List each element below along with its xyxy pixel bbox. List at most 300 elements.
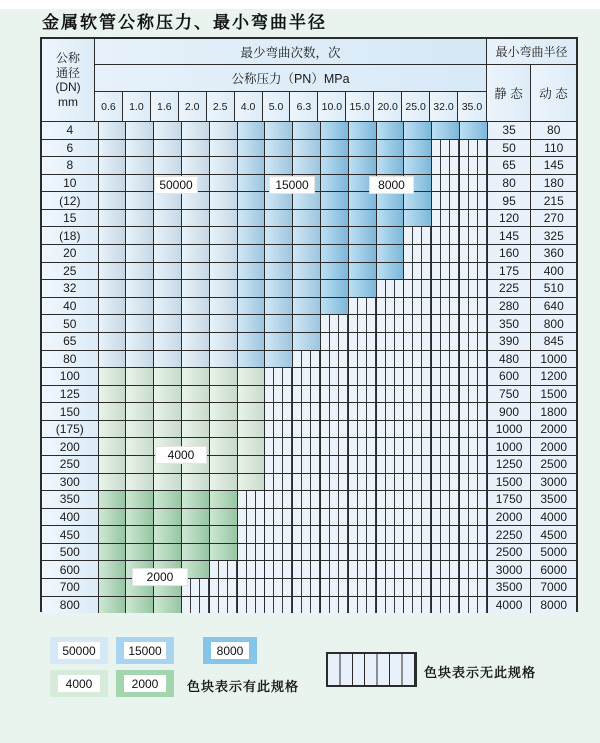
spec-cell-g2 (99, 597, 127, 614)
dynamic-radius-cell: 1800 (531, 403, 576, 420)
no-spec-cell (404, 386, 432, 403)
no-spec-cell (265, 456, 293, 473)
legend-label: 50000 (58, 642, 100, 659)
spec-cell-g4 (154, 386, 182, 403)
spec-cell-b50 (210, 315, 238, 332)
no-spec-cell (404, 526, 432, 543)
spec-cell-b50 (154, 122, 182, 139)
no-spec-cell (265, 544, 293, 561)
static-radius-cell: 900 (488, 403, 532, 420)
spec-cell-b50 (99, 227, 127, 244)
spec-cell-g4 (126, 368, 154, 385)
dn-cell: 400 (42, 509, 99, 526)
dynamic-radius-cell: 6000 (531, 561, 576, 578)
no-spec-cell (460, 333, 488, 350)
spec-cell-b15 (238, 280, 266, 297)
no-spec-cell (349, 474, 377, 491)
dn-cell: 6 (42, 140, 99, 157)
legend-box-50000 (50, 637, 108, 664)
spec-cell-b15 (265, 140, 293, 157)
no-spec-cell (349, 526, 377, 543)
no-spec-cell (210, 561, 238, 578)
spec-cell-b8 (321, 122, 349, 139)
no-spec-cell (182, 597, 210, 614)
no-spec-cell (293, 509, 321, 526)
table-row (42, 280, 576, 298)
spec-cell-b8 (349, 192, 377, 209)
no-spec-cell (460, 421, 488, 438)
no-spec-cell (293, 368, 321, 385)
no-spec-cell (321, 403, 349, 420)
legend-label: 2000 (124, 675, 166, 692)
spec-cell-g4 (238, 438, 266, 455)
no-spec-cell (210, 597, 238, 614)
no-spec-cell (265, 474, 293, 491)
no-spec-cell (432, 474, 460, 491)
no-spec-cell (404, 544, 432, 561)
static-radius-cell: 120 (488, 210, 532, 227)
static-radius-cell: 750 (488, 386, 532, 403)
static-radius-cell: 145 (488, 227, 532, 244)
no-spec-cell (321, 333, 349, 350)
spec-cell-g4 (238, 474, 266, 491)
static-radius-cell: 160 (488, 245, 532, 262)
no-spec-cell (404, 456, 432, 473)
spec-cell-b8 (349, 157, 377, 174)
spec-cell-b8 (377, 210, 405, 227)
no-spec-cell (265, 491, 293, 508)
no-spec-cell (432, 333, 460, 350)
no-spec-cell (265, 421, 293, 438)
spec-cell-b50 (99, 140, 127, 157)
table-row (42, 263, 576, 281)
dynamic-radius-cell: 7000 (531, 579, 576, 596)
no-spec-cell (377, 403, 405, 420)
no-spec-cell (460, 298, 488, 315)
no-spec-cell (265, 597, 293, 614)
spec-cell-b8 (404, 140, 432, 157)
no-spec-cell (321, 509, 349, 526)
dn-cell: 32 (42, 280, 99, 297)
no-spec-cell (349, 597, 377, 614)
spec-cell-g4 (182, 403, 210, 420)
spec-cell-b15 (238, 315, 266, 332)
no-spec-cell (265, 561, 293, 578)
static-radius-cell: 50 (488, 140, 532, 157)
spec-cell-g2 (154, 491, 182, 508)
spec-cell-b50 (126, 210, 154, 227)
spec-cell-b8 (377, 157, 405, 174)
no-spec-cell (265, 438, 293, 455)
dynamic-radius-cell: 145 (531, 157, 576, 174)
pressure-column-header: 6.3 (290, 92, 318, 121)
static-radius-cell: 80 (488, 175, 532, 192)
legend-no-spec-swatch (326, 652, 417, 687)
spec-cell-g2 (126, 509, 154, 526)
no-spec-cell (321, 474, 349, 491)
spec-cell-b50 (210, 140, 238, 157)
spec-cell-b50 (182, 210, 210, 227)
spec-cell-b8 (404, 157, 432, 174)
no-spec-cell (432, 298, 460, 315)
spec-cell-b15 (293, 227, 321, 244)
spec-cell-g4 (99, 456, 127, 473)
spec-cell-b8 (321, 192, 349, 209)
table-row (42, 351, 576, 369)
spec-cell-g2 (210, 544, 238, 561)
no-spec-cell (349, 298, 377, 315)
no-spec-cell (460, 210, 488, 227)
spec-cell-b15 (293, 210, 321, 227)
static-radius-cell: 350 (488, 315, 532, 332)
no-spec-cell (349, 386, 377, 403)
spec-cell-b50 (154, 245, 182, 262)
spec-cell-b15 (238, 351, 266, 368)
no-spec-cell (265, 403, 293, 420)
legend-box-15000 (116, 637, 174, 664)
no-spec-cell (432, 210, 460, 227)
table-row (42, 315, 576, 333)
static-radius-cell: 35 (488, 122, 532, 139)
dn-header-line: mm (58, 94, 78, 109)
no-spec-cell (321, 561, 349, 578)
spec-cell-g4 (154, 421, 182, 438)
table-row (42, 544, 576, 562)
no-spec-cell (432, 368, 460, 385)
table-row (42, 227, 576, 245)
pressure-column-header: 32.0 (430, 92, 458, 121)
spec-cell-b15 (265, 351, 293, 368)
spec-cell-b50 (126, 122, 154, 139)
dn-cell: 300 (42, 474, 99, 491)
no-spec-cell (460, 597, 488, 614)
spec-cell-b15 (293, 298, 321, 315)
table-row (42, 597, 576, 614)
no-spec-cell (460, 280, 488, 297)
spec-cell-b8 (349, 280, 377, 297)
no-spec-cell (293, 526, 321, 543)
dn-cell: (12) (42, 192, 99, 209)
dynamic-radius-cell: 4500 (531, 526, 576, 543)
table-row (42, 474, 576, 492)
spec-cell-b50 (99, 245, 127, 262)
spec-cell-b8 (404, 122, 432, 139)
no-spec-cell (377, 474, 405, 491)
dn-cell: 4 (42, 122, 99, 139)
spec-cell-b50 (99, 280, 127, 297)
spec-cell-b50 (154, 210, 182, 227)
spec-cell-b15 (265, 280, 293, 297)
dynamic-radius-cell: 360 (531, 245, 576, 262)
static-radius-cell: 390 (488, 333, 532, 350)
no-spec-cell (404, 333, 432, 350)
spec-cell-b8 (321, 245, 349, 262)
static-radius-cell: 480 (488, 351, 532, 368)
cycle-count-label: 50000 (154, 176, 198, 194)
spec-cell-g4 (99, 403, 127, 420)
spec-cell-g2 (99, 509, 127, 526)
spec-cell-b15 (265, 263, 293, 280)
static-radius-cell: 1000 (488, 438, 532, 455)
pressure-column-header: 35.0 (458, 92, 486, 121)
spec-cell-b50 (154, 315, 182, 332)
no-spec-cell (460, 386, 488, 403)
no-spec-cell (432, 227, 460, 244)
spec-cell-b50 (154, 263, 182, 280)
spec-cell-g4 (126, 421, 154, 438)
dynamic-radius-cell: 215 (531, 192, 576, 209)
dn-cell: 40 (42, 298, 99, 315)
no-spec-cell (238, 526, 266, 543)
pressure-column-header: 5.0 (263, 92, 291, 121)
no-spec-cell (432, 597, 460, 614)
no-spec-cell (265, 526, 293, 543)
table-header (42, 39, 576, 122)
dynamic-radius-cell: 800 (531, 315, 576, 332)
spec-cell-b50 (126, 263, 154, 280)
spec-cell-b50 (99, 298, 127, 315)
spec-cell-g4 (182, 474, 210, 491)
static-radius-cell: 1500 (488, 474, 532, 491)
spec-cell-g2 (210, 526, 238, 543)
spec-cell-g2 (99, 526, 127, 543)
no-spec-cell (265, 386, 293, 403)
no-spec-cell (377, 456, 405, 473)
spec-cell-g2 (182, 491, 210, 508)
no-spec-cell (293, 474, 321, 491)
spec-cell-b50 (182, 333, 210, 350)
spec-cell-b50 (182, 227, 210, 244)
spec-cell-b50 (154, 351, 182, 368)
no-spec-cell (404, 263, 432, 280)
spec-cell-g2 (154, 509, 182, 526)
dynamic-radius-cell: 640 (531, 298, 576, 315)
no-spec-cell (293, 403, 321, 420)
pressure-column-header: 10.0 (318, 92, 346, 121)
no-spec-cell (432, 280, 460, 297)
spec-cell-b50 (126, 280, 154, 297)
spec-cell-b50 (154, 227, 182, 244)
page-title: 金属软管公称压力、最小弯曲半径 (42, 13, 327, 32)
table-row (42, 438, 576, 456)
legend-label: 8000 (211, 642, 250, 659)
spec-cell-g2 (99, 579, 127, 596)
table-row (42, 491, 576, 509)
spec-cell-b50 (210, 245, 238, 262)
table-row (42, 245, 576, 263)
no-spec-cell (404, 245, 432, 262)
no-spec-cell (404, 561, 432, 578)
spec-cell-g4 (99, 474, 127, 491)
dynamic-radius-cell: 2000 (531, 421, 576, 438)
spec-cell-g4 (182, 421, 210, 438)
no-spec-cell (460, 368, 488, 385)
no-spec-cell (432, 175, 460, 192)
no-spec-cell (321, 544, 349, 561)
spec-cell-g4 (238, 421, 266, 438)
no-spec-cell (321, 315, 349, 332)
spec-cell-b8 (432, 122, 460, 139)
spec-cell-b50 (126, 245, 154, 262)
no-spec-cell (432, 491, 460, 508)
dn-cell: 20 (42, 245, 99, 262)
dn-cell: 700 (42, 579, 99, 596)
spec-cell-b15 (238, 157, 266, 174)
spec-cell-b8 (460, 122, 488, 139)
spec-cell-b15 (293, 192, 321, 209)
spec-cell-b8 (321, 157, 349, 174)
no-spec-cell (377, 597, 405, 614)
no-spec-cell (377, 438, 405, 455)
no-spec-cell (432, 421, 460, 438)
no-spec-cell (349, 368, 377, 385)
pressure-column-header: 20.0 (374, 92, 402, 121)
no-spec-cell (238, 509, 266, 526)
table-body (42, 122, 576, 613)
no-spec-cell (404, 351, 432, 368)
spec-cell-b50 (182, 157, 210, 174)
pressure-column-header: 15.0 (346, 92, 374, 121)
no-spec-cell (404, 579, 432, 596)
spec-cell-b8 (349, 122, 377, 139)
spec-cell-b15 (238, 298, 266, 315)
radius-header: 最小弯曲半径 (487, 39, 576, 65)
pressure-column-header: 1.6 (151, 92, 179, 121)
pressure-column-header: 2.0 (179, 92, 207, 121)
spec-cell-g2 (154, 544, 182, 561)
table-row (42, 526, 576, 544)
no-spec-cell (404, 280, 432, 297)
legend-box-2000 (116, 670, 174, 697)
spec-cell-g4 (238, 386, 266, 403)
no-spec-cell (377, 421, 405, 438)
table-row (42, 386, 576, 404)
static-radius-cell: 3000 (488, 561, 532, 578)
spec-cell-b50 (154, 298, 182, 315)
spec-cell-b50 (99, 122, 127, 139)
table-row (42, 509, 576, 527)
spec-cell-g4 (99, 438, 127, 455)
no-spec-cell (265, 579, 293, 596)
spec-cell-b50 (210, 333, 238, 350)
no-spec-cell (432, 157, 460, 174)
spec-cell-b50 (126, 175, 154, 192)
spec-cell-g4 (154, 403, 182, 420)
dynamic-radius-cell: 8000 (531, 597, 576, 614)
spec-cell-g2 (154, 526, 182, 543)
spec-cell-b50 (182, 315, 210, 332)
no-spec-cell (293, 438, 321, 455)
spec-cell-g2 (182, 509, 210, 526)
no-spec-cell (460, 403, 488, 420)
no-spec-cell (460, 526, 488, 543)
no-spec-cell (210, 579, 238, 596)
spec-cell-b8 (349, 210, 377, 227)
spec-cell-b50 (99, 192, 127, 209)
spec-cell-b8 (377, 245, 405, 262)
cycle-count-label: 2000 (132, 568, 188, 586)
spec-cell-b15 (238, 245, 266, 262)
spec-cell-g4 (154, 368, 182, 385)
no-spec-cell (460, 157, 488, 174)
spec-cell-b8 (377, 192, 405, 209)
spec-cell-b50 (182, 298, 210, 315)
spec-cell-b15 (265, 333, 293, 350)
spec-cell-b50 (99, 157, 127, 174)
dn-cell: 25 (42, 263, 99, 280)
no-spec-cell (432, 245, 460, 262)
spec-table (40, 37, 578, 612)
no-spec-cell (293, 579, 321, 596)
no-spec-cell (349, 456, 377, 473)
spec-cell-b50 (210, 192, 238, 209)
spec-cell-b15 (265, 298, 293, 315)
no-spec-cell (321, 526, 349, 543)
no-spec-cell (460, 474, 488, 491)
static-radius-cell: 2250 (488, 526, 532, 543)
spec-cell-b15 (238, 227, 266, 244)
spec-cell-b15 (265, 122, 293, 139)
dynamic-radius-cell: 3500 (531, 491, 576, 508)
no-spec-cell (432, 386, 460, 403)
spec-cell-b50 (182, 351, 210, 368)
no-spec-cell (432, 263, 460, 280)
spec-cell-b15 (293, 140, 321, 157)
spec-cell-g2 (99, 544, 127, 561)
no-spec-cell (460, 509, 488, 526)
spec-cell-b50 (99, 175, 127, 192)
spec-cell-b15 (238, 263, 266, 280)
no-spec-cell (404, 509, 432, 526)
spec-cell-b50 (126, 315, 154, 332)
static-header: 静 态 (487, 65, 531, 121)
spec-cell-b8 (321, 263, 349, 280)
static-radius-cell: 225 (488, 280, 532, 297)
cycle-count-label: 15000 (269, 176, 315, 194)
spec-cell-b15 (238, 192, 266, 209)
dynamic-radius-cell: 510 (531, 280, 576, 297)
no-spec-cell (432, 438, 460, 455)
table-row (42, 561, 576, 579)
spec-cell-b50 (99, 315, 127, 332)
spec-cell-b8 (349, 140, 377, 157)
pressure-column-header: 1.0 (123, 92, 151, 121)
dynamic-radius-cell: 1500 (531, 386, 576, 403)
no-spec-cell (293, 597, 321, 614)
spec-cell-g2 (126, 544, 154, 561)
no-spec-cell (349, 421, 377, 438)
legend-label: 15000 (124, 642, 166, 659)
no-spec-cell (404, 403, 432, 420)
dynamic-radius-cell: 325 (531, 227, 576, 244)
table-row (42, 192, 576, 210)
no-spec-cell (321, 368, 349, 385)
dn-cell: 8 (42, 157, 99, 174)
no-spec-cell (349, 403, 377, 420)
spec-cell-b15 (293, 122, 321, 139)
spec-cell-b15 (238, 210, 266, 227)
no-spec-cell (293, 561, 321, 578)
table-row (42, 456, 576, 474)
spec-cell-g4 (210, 386, 238, 403)
spec-cell-b8 (321, 140, 349, 157)
spec-cell-b50 (210, 157, 238, 174)
spec-cell-b8 (404, 210, 432, 227)
no-spec-cell (432, 579, 460, 596)
static-radius-cell: 2000 (488, 509, 532, 526)
spec-cell-b50 (99, 351, 127, 368)
pressure-column-header: 4.0 (235, 92, 263, 121)
